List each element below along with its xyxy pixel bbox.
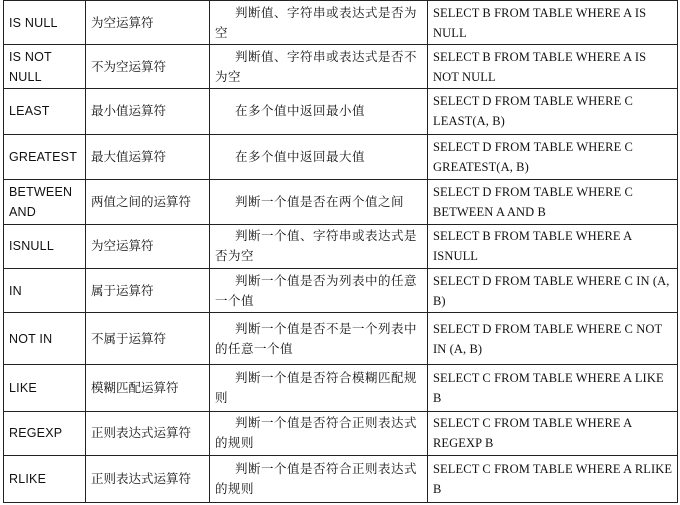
table-row: [4, 455, 678, 502]
operator-cell: GREATEST: [4, 134, 86, 179]
description-cell: 判断值、字符串或表达式是否为空: [210, 1, 428, 45]
description-cell: 判断一个值是否符合正则表达式的规则: [210, 411, 428, 455]
operator-cell: NOT IN: [4, 313, 86, 365]
example-cell: SELECT D FROM TABLE WHERE C GREATEST(A, B): [428, 134, 678, 179]
example-cell: SELECT D FROM TABLE WHERE C LEAST(A, B): [428, 89, 678, 134]
example-cell: SELECT D FROM TABLE WHERE C BETWEEN A AND B: [428, 179, 678, 224]
table-row: [4, 411, 678, 455]
example-cell: SELECT B FROM TABLE WHERE A ISNULL: [428, 224, 678, 268]
description-cell: 在多个值中返回最小值: [210, 89, 428, 134]
description-cell: 判断一个值、字符串或表达式是否为空: [210, 224, 428, 268]
example-cell: SELECT D FROM TABLE WHERE C IN (A, B): [428, 269, 678, 313]
example-cell: SELECT C FROM TABLE WHERE A RLIKE B: [428, 455, 678, 502]
table-row: [4, 134, 678, 179]
description-cell: 判断一个值是否为列表中的任意一个值: [210, 269, 428, 313]
operator-table: [3, 0, 678, 503]
operator-name-cell: 最小值运算符: [86, 89, 210, 134]
operator-cell: REGEXP: [4, 411, 86, 455]
description-cell: 判断值、字符串或表达式是否不为空: [210, 45, 428, 89]
description-cell: 判断一个值是否不是一个列表中的任意一个值: [210, 313, 428, 365]
description-cell: 判断一个值是否在两个值之间: [210, 179, 428, 224]
operator-name-cell: 正则表达式运算符: [86, 411, 210, 455]
operator-name-cell: 正则表达式运算符: [86, 455, 210, 502]
operator-name-cell: 不为空运算符: [86, 45, 210, 89]
operator-name-cell: 不属于运算符: [86, 313, 210, 365]
table-row: [4, 313, 678, 365]
operator-name-cell: 为空运算符: [86, 224, 210, 268]
example-cell: SELECT C FROM TABLE WHERE A REGEXP B: [428, 411, 678, 455]
operator-name-cell: 模糊匹配运算符: [86, 365, 210, 411]
table-row: [4, 1, 678, 45]
table-row: [4, 179, 678, 224]
table-row: [4, 365, 678, 411]
example-cell: SELECT C FROM TABLE WHERE A LIKE B: [428, 365, 678, 411]
operator-name-cell: 最大值运算符: [86, 134, 210, 179]
description-cell: 判断一个值是否符合模糊匹配规则: [210, 365, 428, 411]
table-row: [4, 269, 678, 313]
operator-table-body: [4, 1, 678, 503]
example-cell: SELECT B FROM TABLE WHERE A IS NOT NULL: [428, 45, 678, 89]
operator-cell: LEAST: [4, 89, 86, 134]
description-cell: 在多个值中返回最大值: [210, 134, 428, 179]
operator-cell: LIKE: [4, 365, 86, 411]
operator-cell: BETWEEN AND: [4, 179, 86, 224]
table-row: [4, 45, 678, 89]
example-cell: SELECT D FROM TABLE WHERE C NOT IN (A, B): [428, 313, 678, 365]
table-row: [4, 224, 678, 268]
operator-cell: RLIKE: [4, 455, 86, 502]
operator-name-cell: 为空运算符: [86, 1, 210, 45]
example-cell: SELECT B FROM TABLE WHERE A IS NULL: [428, 1, 678, 45]
operator-cell: IS NULL: [4, 1, 86, 45]
operator-cell: IN: [4, 269, 86, 313]
description-cell: 判断一个值是否符合正则表达式的规则: [210, 455, 428, 502]
operator-cell: IS NOT NULL: [4, 45, 86, 89]
operator-cell: ISNULL: [4, 224, 86, 268]
operator-name-cell: 属于运算符: [86, 269, 210, 313]
table-row: [4, 89, 678, 134]
operator-name-cell: 两值之间的运算符: [86, 179, 210, 224]
